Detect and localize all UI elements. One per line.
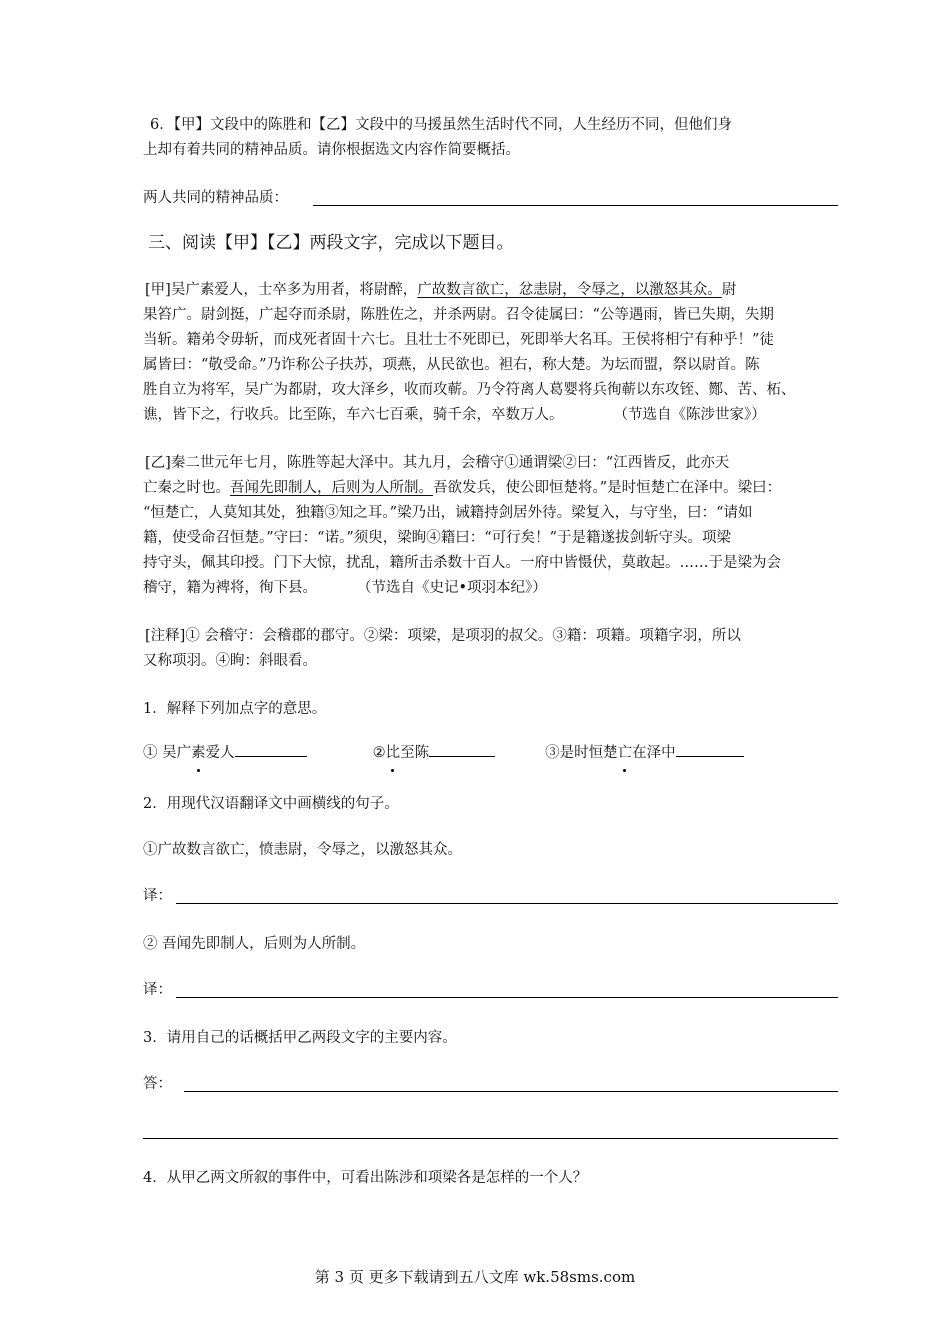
notes <box>143 624 843 674</box>
passage-jia-line5: 胜自立为将军，吴广为都尉，攻大泽乡，收而攻蕲。乃令符离人葛婴将兵徇蕲以东攻铚、酂、苦、柘、 <box>143 382 796 398</box>
passage-yi-line3: “恒楚亡，人莫知其处，独籍③知之耳。”梁乃出，诫籍持剑居外待。梁复入，与守坐，曰：“请如 <box>143 505 753 521</box>
passage-yi <box>143 451 843 601</box>
q2-sentence-1: ①广故数言欲亡，愤恚尉，令辱之，以激怒其众。 <box>143 842 462 858</box>
passage-yi-line6 <box>143 576 843 601</box>
passage-jia-text: 尉 <box>721 282 737 298</box>
passage-jia-line3: 当斩。籍弟令毋斩，而戍死者固十六七。且壮士不死即已，死即举大名耳。王侯将相宁有种乎！”徒 <box>143 332 774 348</box>
q2-answer-line-2[interactable] <box>176 997 838 998</box>
q6-prompt <box>143 113 843 163</box>
q1-item-3 <box>545 745 744 761</box>
q1-blank-2[interactable] <box>429 742 495 757</box>
q2-sentence-2: ② 吾闻先即制人，后则为人所制。 <box>143 936 366 952</box>
q2-answer-line-1[interactable] <box>176 903 838 904</box>
passage-yi-line5: 持守头，佩其印授。门下大惊，扰乱，籍所击杀数十百人。一府中皆慑伏，莫敢起。……于是梁为会 <box>143 555 781 571</box>
q2-label-2: 译： <box>143 982 172 998</box>
passage-yi-source: （节选自《史记•项羽本纪》） <box>357 580 547 596</box>
q1-item-text: ① 吴广 <box>143 745 192 761</box>
passage-jia-text: [甲]吴广素爱人，士卒多为用者，将尉醉， <box>145 282 418 298</box>
q1-blank-1[interactable] <box>235 742 307 757</box>
passage-jia <box>143 278 843 428</box>
notes-line2: 又称项羽。④眴：斜眼看。 <box>143 653 317 669</box>
q3-answer-line-1[interactable] <box>184 1091 838 1092</box>
q1-item-text: ③是时恒楚 <box>545 745 618 761</box>
underlined-sentence-2: 吾闻先即制人，后则为人所制。 <box>230 480 433 496</box>
q6-answer-label: 两人共同的精神品质： <box>143 190 288 206</box>
passage-yi-line1: [乙]秦二世元年七月，陈胜等起大泽中。其九月，会稽守①通谓梁②曰：“江西皆反，此亦天 <box>145 455 730 471</box>
passage-yi-line4: 籍，使受命召恒楚。”守曰：“诺。”须臾，梁眴④籍曰：“可行矣！”于是籍遂拔剑斩守头。项梁 <box>143 530 732 546</box>
q3-label: 答： <box>143 1076 172 1092</box>
passage-jia-line1 <box>143 278 843 303</box>
page-footer: 第 3 页 更多下载请到五八文库 wk.58sms.com <box>314 1268 636 1286</box>
q1-item-text: 至陈 <box>400 745 430 761</box>
passage-yi-text: 吾欲发兵，使公即恒楚将。”是时恒楚亡在泽中。梁曰： <box>433 480 782 496</box>
passage-jia-line6 <box>143 403 843 428</box>
q1-blank-3[interactable] <box>676 742 744 757</box>
q2-label-1: 译： <box>143 888 172 904</box>
q1-item-text: 在泽中 <box>632 745 676 761</box>
passage-yi-text: 亡秦之时也。 <box>143 480 230 496</box>
underlined-sentence-1: 广故数言欲亡，忿恚尉，令辱之，以激怒其众。 <box>417 282 722 298</box>
passage-yi-line2 <box>143 476 843 501</box>
q3-answer-line-2[interactable] <box>143 1138 838 1139</box>
q1-item-text: ② <box>372 745 386 761</box>
q6-line1: 6．【甲】文段中的陈胜和【乙】文段中的马援虽然生活时代不同，人生经历不同，但他们身 <box>150 117 732 133</box>
q6-line2: 上却有着共同的精神品质。请你根据选文内容作简要概括。 <box>143 142 520 158</box>
passage-jia-text: 谯，皆下之，行收兵。比至陈，车六七百乘，骑千余，卒数万人。 <box>143 407 564 423</box>
passage-yi-text: 稽守，籍为裨将，徇下县。 <box>143 580 317 596</box>
q1-item-2 <box>373 745 496 761</box>
q1-items <box>143 741 863 766</box>
passage-jia-source: （节选自《陈涉世家》） <box>613 407 766 423</box>
q2-prompt: 2．用现代汉语翻译文中画横线的句子。 <box>143 796 399 812</box>
dotted-char: 亡 <box>618 741 633 766</box>
q1-item-1 <box>143 745 307 761</box>
notes-line1: [注释]① 会稽守：会稽郡的郡守。②梁：项梁，是项羽的叔父。③籍：项籍。项籍字羽，所以 <box>145 628 741 644</box>
q1-item-text: 爱人 <box>205 745 235 761</box>
q1-prompt: 1．解释下列加点字的意思。 <box>143 701 327 717</box>
q6-answer-line[interactable] <box>313 205 838 206</box>
section3-heading: 三、阅读【甲】【乙】两段文字，完成以下题目。 <box>148 233 514 253</box>
q4-prompt: 4．从甲乙两文所叙的事件中，可看出陈涉和项梁各是怎样的一个人？ <box>143 1170 588 1186</box>
passage-jia-line2: 果笞广。尉剑挺，广起夺而杀尉，陈胜佐之，并杀两尉。召令徒属曰：“公等遇雨，皆已失期，失期 <box>143 307 774 323</box>
q3-prompt: 3．请用自己的话概括甲乙两段文字的主要内容。 <box>143 1030 457 1046</box>
passage-jia-line4: 属皆曰：“敬受命。”乃诈称公子扶苏，项燕，从民欲也。袒右，称大楚。为坛而盟，祭以尉首。陈 <box>143 357 760 373</box>
dotted-char: 比 <box>386 741 401 766</box>
dotted-char: 素 <box>191 741 206 766</box>
